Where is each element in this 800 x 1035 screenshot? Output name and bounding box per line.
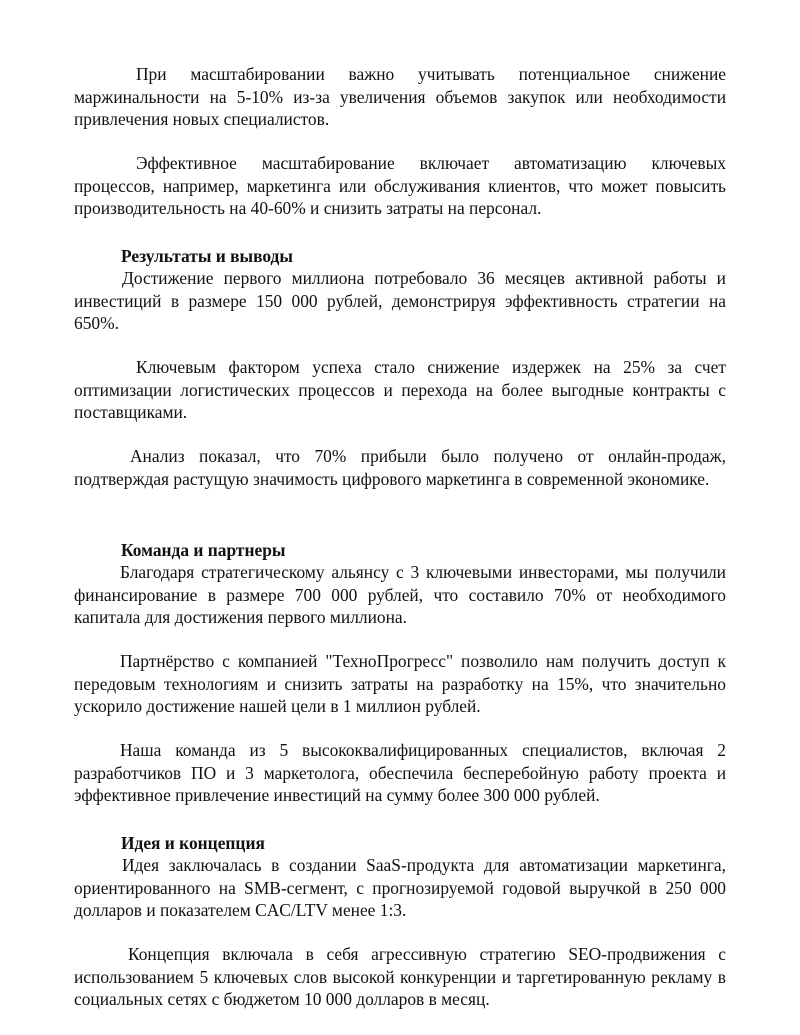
section-heading: Идея и концепция [121, 833, 265, 853]
paragraph: Эффективное масштабирование включает автоматизацию ключевых процессов, например, маркетинга или обслуживания клиентов, что может повысить производительность на 40-60% и снизить затраты на персонал. [74, 153, 726, 218]
paragraph: Концепция включала в себя агрессивную стратегию SEO-продвижения с использованием 5 ключевых слов высокой конкуренции и таргетированную рекламу в социальных сетях с бюджетом 10 000 долларов в месяц. [74, 944, 726, 1009]
section-heading: Результаты и выводы [121, 246, 293, 266]
section-heading: Команда и партнеры [121, 540, 286, 560]
paragraph: Достижение первого миллиона потребовало 36 месяцев активной работы и инвестиций в размере 150 000 рублей, демонстрируя эффективность стратегии на 650%. [74, 268, 726, 333]
paragraph: Анализ показал, что 70% прибыли было получено от онлайн-продаж, подтверждая растущую значимость цифрового маркетинга в современной экономике. [74, 446, 726, 489]
paragraph: Благодаря стратегическому альянсу с 3 ключевыми инвесторами, мы получили финансирование в размере 700 000 рублей, что составило 70% от необходимого капитала для достижения первого миллиона. [74, 562, 726, 627]
paragraph: Идея заключалась в создании SaaS-продукта для автоматизации маркетинга, ориентированного на SMB-сегмент, с прогнозируемой годовой выручкой в 250 000 долларов и показателем CAC/LTV менее 1:3. [74, 855, 726, 920]
paragraph: Наша команда из 5 высококвалифицированных специалистов, включая 2 разработчиков ПО и 3 маркетолога, обеспечила бесперебойную работу проекта и эффективное привлечение инвестиций на сумму более 300 000 рублей. [74, 740, 726, 805]
paragraph: Ключевым фактором успеха стало снижение издержек на 25% за счет оптимизации логистических процессов и перехода на более выгодные контракты с поставщиками. [74, 357, 726, 422]
paragraph: При масштабировании важно учитывать потенциальное снижение маржинальности на 5-10% из-за увеличения объемов закупок или необходимости привлечения новых специалистов. [74, 64, 726, 129]
paragraph: Партнёрство с компанией "ТехноПрогресс" позволило нам получить доступ к передовым технологиям и снизить затраты на разработку на 15%, что значительно ускорило достижение нашей цели в 1 миллион рублей. [74, 651, 726, 716]
